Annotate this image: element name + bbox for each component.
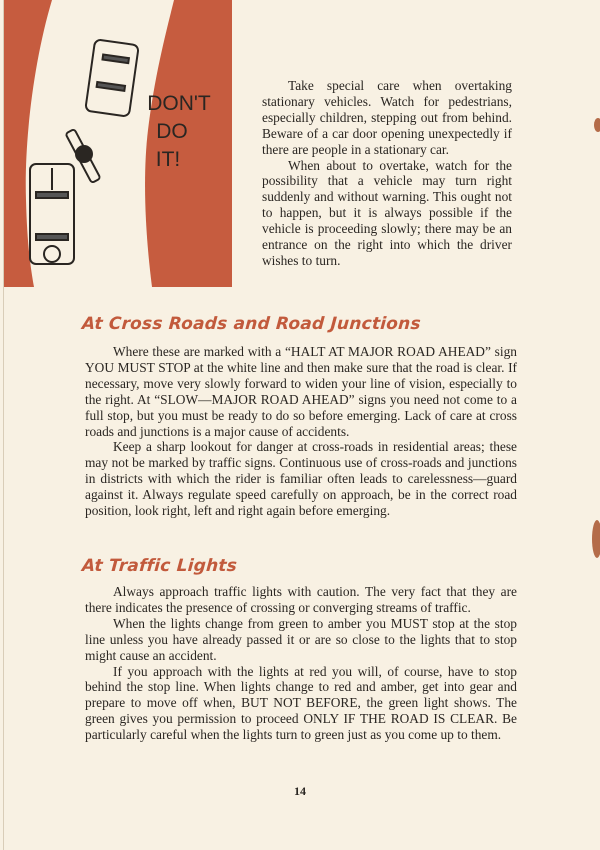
caption-line: IT! (155, 148, 181, 171)
paragraph: Where these are marked with a “HALT AT MAJOR ROAD AHEAD” sign YOU MUST STOP at the white line and then make sure that the road is clear. If necessary, move very slowly forward to widen your line of vision, especially to the right. At “SLOW—MAJOR ROAD AHEAD” signs you need not come to a full stop, but you must be ready to do so before emerging. Lack of care at cross roads and junctions is a major cause of accidents. (85, 344, 517, 439)
paragraph: When the lights change from green to amber you MUST stop at the stop line unless you have already passed it or are so close to the lights that to stop might cause an accident. (85, 615, 517, 663)
caption-line: DO (156, 120, 188, 143)
paragraph: If you approach with the lights at red you will, of course, have to stop behind the stop line. When lights change to red and amber, get into gear and prepare to move off when, BUT NOT BEFORE, the green light shows. The green gives you permission to proceed ONLY IF THE ROAD IS CLEAR. Be particularly careful when the lights turn to green just as you come up to them. (85, 663, 517, 743)
paragraph: Keep a sharp lookout for danger at cross-roads in residential areas; these may not be marked by traffic signs. Continuous use of cross-roads and junctions in districts with which the rider is familiar often leads to carelessness—guard against it. Always regulate speed carefully on approach, be in the correct road position, look right, left and right again before emerging. (85, 439, 517, 519)
intro-text (262, 78, 512, 269)
paragraph: When about to overtake, watch for the possibility that a vehicle may turn right suddenly and without warning. This ought not to happen, but it is always possible if the vehicle is proceeding slowly; there may be an entrance on the right into which the driver wishes to turn. (262, 157, 512, 268)
section-body-traffic-lights (85, 584, 517, 743)
paper-stain (592, 520, 600, 558)
overtaking-illustration (4, 0, 232, 287)
paper-stain (594, 118, 600, 132)
section-heading-cross-roads: At Cross Roads and Road Junctions (81, 314, 422, 334)
section-heading-traffic-lights: At Traffic Lights (81, 556, 238, 576)
caption-line: DON'T (147, 92, 211, 115)
paragraph: Take special care when overtaking stationary vehicles. Watch for pedestrians, especially children, stepping out from behind. Beware of a car door opening unexpectedly if there are people in a stationary car. (262, 78, 512, 157)
section-body-cross-roads (85, 344, 517, 519)
page-number: 14 (294, 784, 306, 798)
paragraph: Always approach traffic lights with caution. The very fact that they are there indicates the presence of crossing or converging streams of traffic. (85, 584, 517, 615)
